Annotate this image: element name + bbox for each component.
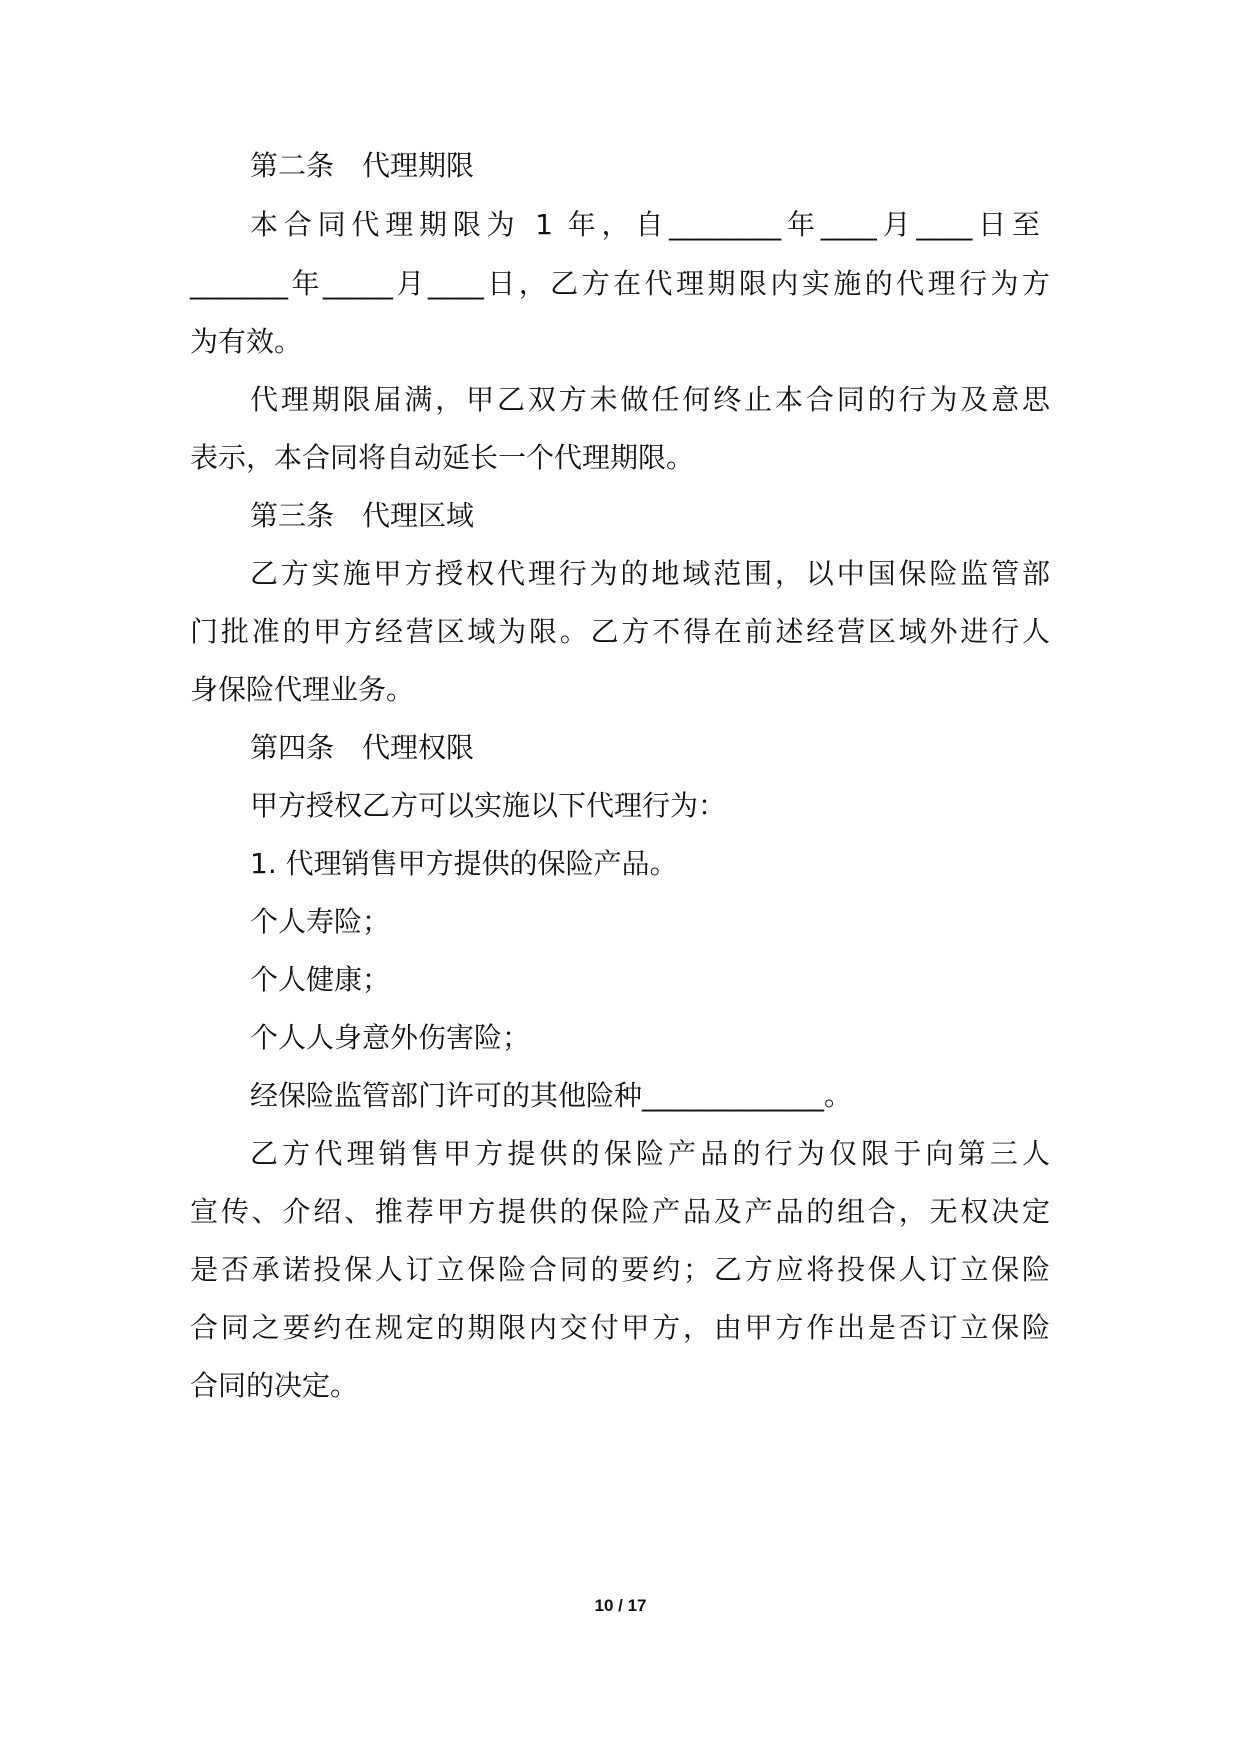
paragraph-line: 是否承诺投保人订立保险合同的要约；乙方应将投保人订立保险 [190, 1253, 1050, 1286]
list-item: 个人人身意外伤害险； [250, 1021, 531, 1054]
paragraph-line: 合同之要约在规定的期限内交付甲方，由甲方作出是否订立保险 [190, 1311, 1050, 1344]
list-item: 经保险监管部门许可的其他险种_____________。 [250, 1079, 853, 1112]
paragraph-line: 宣传、介绍、推荐甲方提供的保险产品及产品的组合，无权决定 [190, 1195, 1050, 1228]
page-number: 10 / 17 [594, 1596, 647, 1615]
article-heading-term: 第二条 代理期限 [250, 149, 475, 182]
list-item: 个人寿险； [250, 905, 391, 938]
paragraph-line: 乙方实施甲方授权代理行为的地域范围，以中国保险监管部 [250, 557, 1050, 590]
list-item: 个人健康； [250, 963, 391, 996]
paragraph-line: _______年_____月____日，乙方在代理期限内实施的代理行为方 [190, 267, 1050, 300]
paragraph-line: 甲方授权乙方可以实施以下代理行为： [250, 789, 727, 822]
article-heading-region: 第三条 代理区域 [250, 499, 475, 532]
paragraph-line: 身保险代理业务。 [190, 673, 415, 706]
paragraph-line: 表示，本合同将自动延长一个代理期限。 [190, 441, 695, 474]
paragraph-line: 乙方代理销售甲方提供的保险产品的行为仅限于向第三人 [250, 1137, 1050, 1170]
article-heading-authority: 第四条 代理权限 [250, 731, 475, 764]
paragraph-line: 代理期限届满，甲乙双方未做任何终止本合同的行为及意思 [250, 383, 1050, 416]
list-item: 1. 代理销售甲方提供的保险产品。 [250, 847, 678, 880]
paragraph-line: 合同的决定。 [190, 1369, 359, 1402]
paragraph-line: 门批准的甲方经营区域为限。乙方不得在前述经营区域外进行人 [190, 615, 1050, 648]
paragraph-line: 为有效。 [190, 325, 303, 358]
paragraph-line: 本合同代理期限为 1 年，自________年____月____日至 [250, 208, 1040, 241]
